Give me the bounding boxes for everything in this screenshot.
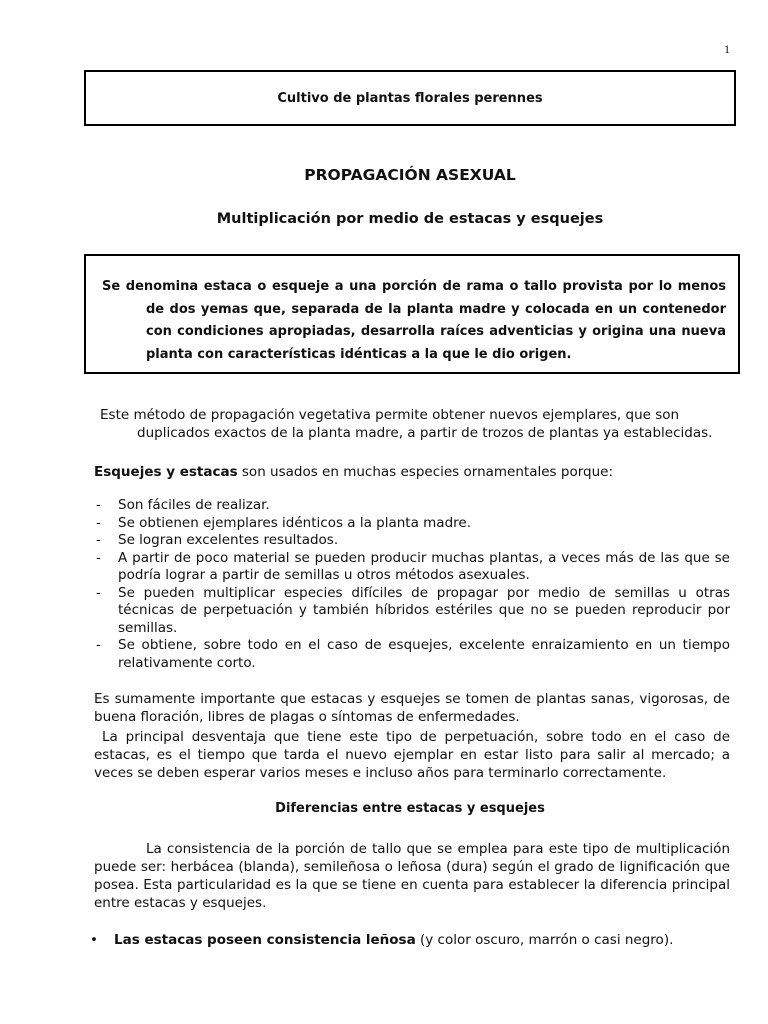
- bullet-icon: •: [90, 932, 98, 948]
- page-number: 1: [724, 42, 730, 56]
- header-box: [84, 70, 736, 126]
- page-subtitle: Multiplicación por medio de estacas y esquejes: [216, 211, 604, 227]
- intro-line-1: Este método de propagación vegetativa permite obtener nuevos ejemplares, que son: [100, 407, 680, 423]
- definition-text: Se denomina estaca o esqueje a una porción de rama o tallo provista por lo menos de dos yemas que, separada de la planta madre y colocada en un contenedor con condiciones apropiadas, desarrolla raíces adventicias y origina una nueva planta con características idénticas a la que le dio origen.: [102, 279, 726, 362]
- list-item: - Se obtienen ejemplares idénticos a la planta madre.: [94, 515, 730, 533]
- health-paragraph: Es sumamente importante que estacas y esquejes se tomen de plantas sanas, vigorosas, de buena floración, libres de plagas o síntomas de enfermedades.: [94, 691, 730, 725]
- disadvantage-paragraph: La principal desventaja que tiene este tipo de perpetuación, sobre todo en el caso de estacas, es el tiempo que tarda el nuevo ejemplar en estar listo para salir al mercado; a veces se deben esperar varios meses e incluso años para terminarlo correctamente.: [94, 729, 730, 781]
- reasons-intro: [94, 463, 730, 481]
- section-title: Diferencias entre estacas y esquejes: [275, 801, 545, 816]
- intro-paragraph: [100, 406, 730, 442]
- bullet-rest: (y color oscuro, marrón o casi negro).: [415, 932, 674, 948]
- list-item: - A partir de poco material se pueden producir muchas plantas, a veces más de las que se podría lograr a partir de semillas u otros métodos asexuales.: [94, 550, 730, 585]
- bullet-item: [90, 931, 730, 949]
- page-title: PROPAGACIÓN ASEXUAL: [304, 166, 516, 184]
- reasons-list: [94, 497, 730, 672]
- intro-line-2: duplicados exactos de la planta madre, a partir de trozos de plantas ya establecidas.: [137, 425, 713, 441]
- bullet-bold: Las estacas poseen consistencia leñosa: [114, 932, 416, 948]
- list-item: - Se pueden multiplicar especies difíciles de propagar por medio de semillas u otras técnicas de perpetuación y también híbridos estériles que no se pueden reproducir por semillas.: [94, 585, 730, 638]
- header-title: Cultivo de plantas florales perennes: [277, 90, 543, 106]
- reasons-intro-rest: son usados en muchas especies ornamentales porque:: [237, 464, 613, 480]
- definition-box: [84, 254, 740, 374]
- list-item: - Se obtiene, sobre todo en el caso de esquejes, excelente enraizamiento en un tiempo relativamente corto.: [94, 637, 730, 672]
- reasons-intro-bold: Esquejes y estacas: [94, 464, 238, 480]
- list-item: - Se logran excelentes resultados.: [94, 532, 730, 550]
- consistency-paragraph: La consistencia de la porción de tallo que se emplea para este tipo de multiplicación puede ser: herbácea (blanda), semileñosa o leñosa (dura) según el grado de lignificación que posea. Esta particularidad es la que se tiene en cuenta para establecer la diferencia principal entre estacas y esquejes.: [94, 841, 730, 911]
- list-item: - Son fáciles de realizar.: [94, 497, 730, 515]
